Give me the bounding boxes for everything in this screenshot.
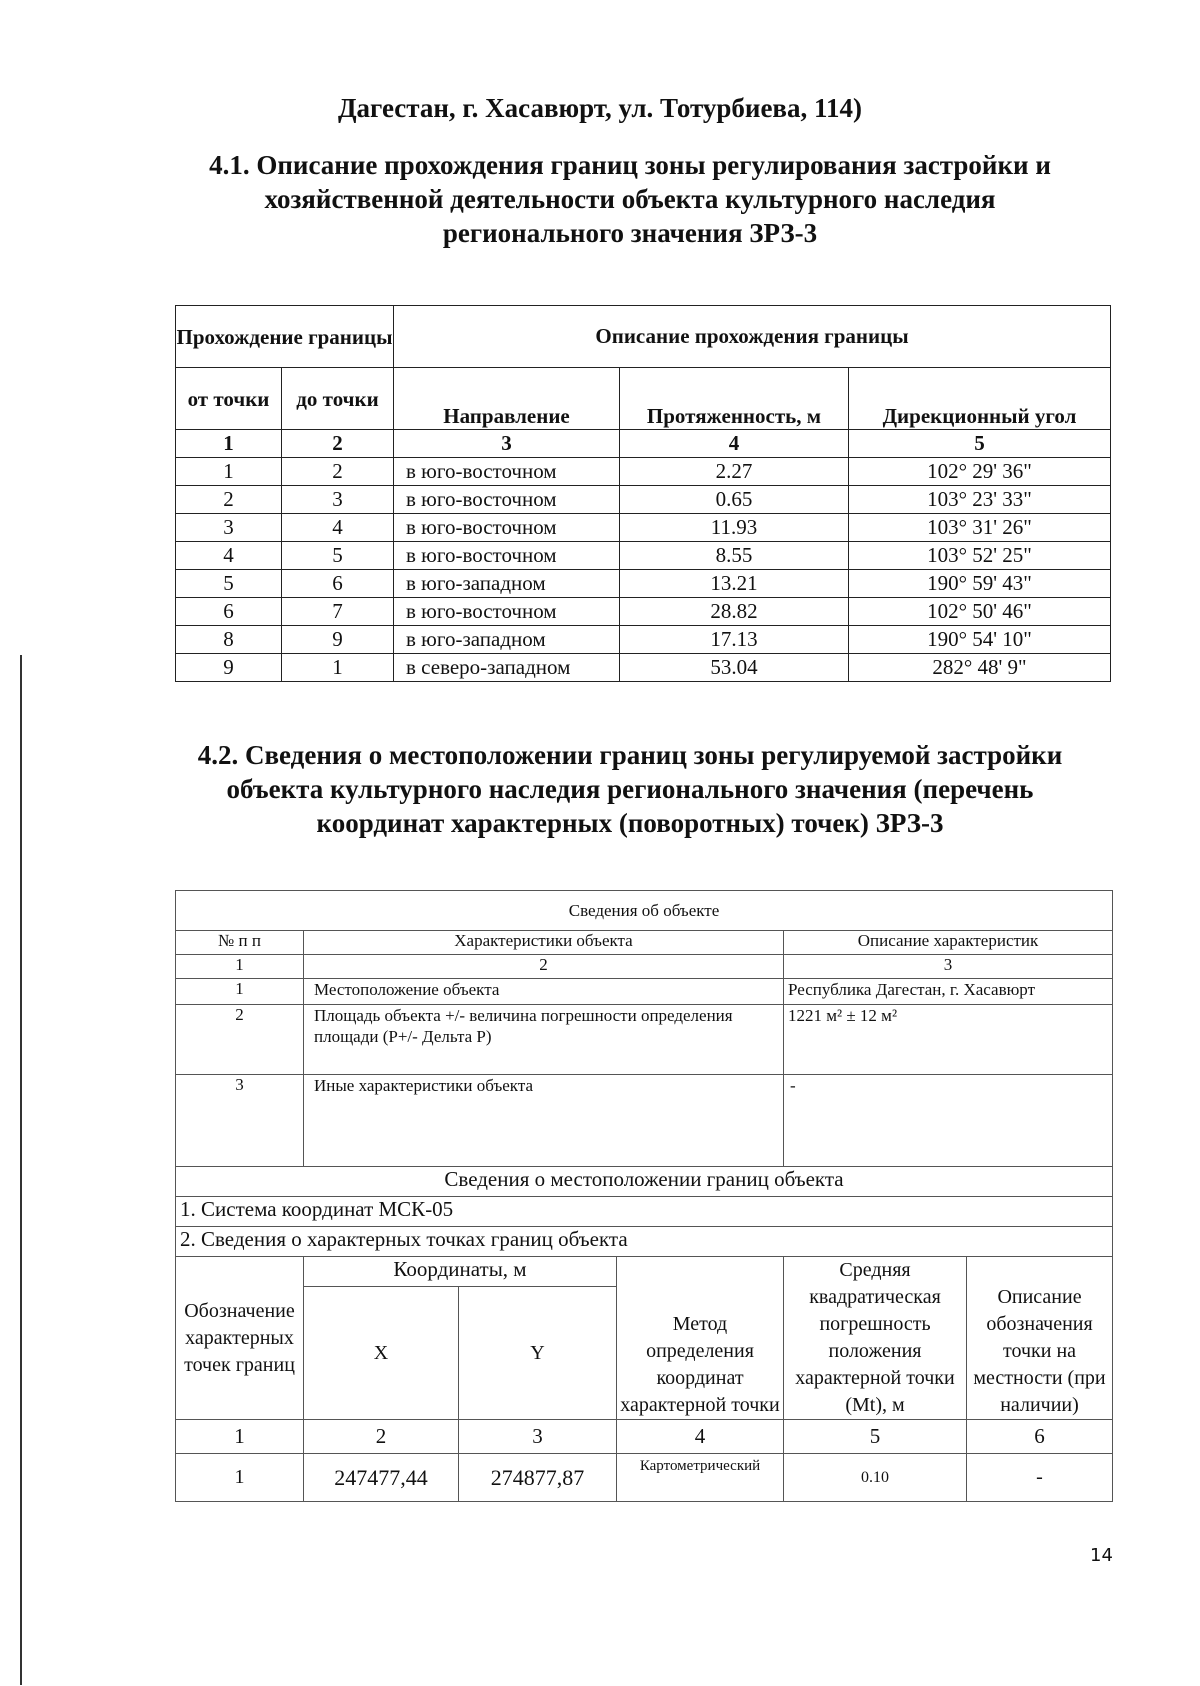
designation-header: Обозначение характерных точек границ bbox=[176, 1257, 304, 1420]
col-header-description: Описание характеристик bbox=[784, 931, 1113, 955]
col-number: 2 bbox=[304, 955, 784, 979]
to-point: 5 bbox=[282, 542, 394, 570]
point-designation: 1 bbox=[176, 1454, 304, 1502]
to-point: 2 bbox=[282, 458, 394, 486]
direction: в северо-западном bbox=[394, 654, 620, 682]
point-description: - bbox=[967, 1454, 1113, 1502]
col-number: 2 bbox=[282, 430, 394, 458]
table-row bbox=[176, 626, 1111, 654]
x-header: X bbox=[304, 1287, 459, 1420]
col-number: 5 bbox=[784, 1420, 967, 1454]
characteristic: Площадь объекта +/- величина погрешности определения площади (P+/- Дельта P) bbox=[304, 1005, 784, 1075]
x-coordinate: 247477,44 bbox=[304, 1454, 459, 1502]
to-point: 1 bbox=[282, 654, 394, 682]
from-point: 9 bbox=[176, 654, 282, 682]
length: 8.55 bbox=[620, 542, 849, 570]
table-row bbox=[176, 486, 1111, 514]
angle: 103° 31' 26" bbox=[849, 514, 1111, 542]
to-point-header: до точки bbox=[282, 368, 394, 430]
section-4-1-title bbox=[150, 148, 1110, 250]
direction: в юго-восточном bbox=[394, 542, 620, 570]
table-row bbox=[176, 542, 1111, 570]
table-row bbox=[176, 654, 1111, 682]
col-number: 1 bbox=[176, 955, 304, 979]
row-number: 2 bbox=[176, 1005, 304, 1075]
direction-header: Направление bbox=[394, 368, 620, 430]
direction: в юго-восточном bbox=[394, 458, 620, 486]
angle: 190° 54' 10" bbox=[849, 626, 1111, 654]
characteristic-value: Республика Дагестан, г. Хасавюрт bbox=[784, 979, 1113, 1005]
boundary-info-title: Сведения о местоположении границ объекта bbox=[176, 1167, 1113, 1197]
col-header-no: № п п bbox=[176, 931, 304, 955]
from-point: 6 bbox=[176, 598, 282, 626]
points-title: 2. Сведения о характерных точках границ объекта bbox=[176, 1227, 1113, 1257]
length: 53.04 bbox=[620, 654, 849, 682]
object-info-title: Сведения об объекте bbox=[176, 891, 1113, 931]
coords-header: Координаты, м bbox=[304, 1257, 617, 1287]
point-description-header: Описание обозначения точки на местности (при наличии) bbox=[967, 1257, 1113, 1420]
length: 13.21 bbox=[620, 570, 849, 598]
address-heading: Дагестан, г. Хасавюрт, ул. Тотурбиева, 114) bbox=[337, 93, 863, 123]
length: 0.65 bbox=[620, 486, 849, 514]
from-point: 3 bbox=[176, 514, 282, 542]
col-number: 6 bbox=[967, 1420, 1113, 1454]
from-point-header: от точки bbox=[176, 368, 282, 430]
col-number: 3 bbox=[459, 1420, 617, 1454]
description-header: Описание прохождения границы bbox=[394, 306, 1111, 368]
col-number: 3 bbox=[784, 955, 1113, 979]
direction: в юго-западном bbox=[394, 626, 620, 654]
y-coordinate: 274877,87 bbox=[459, 1454, 617, 1502]
title-line: 4.1. Описание прохождения границ зоны регулирования застройки и bbox=[209, 150, 1051, 180]
rmse: 0.10 bbox=[784, 1454, 967, 1502]
page-number: 14 bbox=[1090, 1545, 1113, 1566]
section-4-2-title bbox=[150, 738, 1110, 840]
characteristic-value: 1221 м² ± 12 м² bbox=[784, 1005, 1113, 1075]
coordinate-system: 1. Система координат МСК-05 bbox=[176, 1197, 1113, 1227]
to-point: 9 bbox=[282, 626, 394, 654]
method-header: Метод определения координат характерной точки bbox=[617, 1257, 784, 1420]
characteristic: Местоположение объекта bbox=[304, 979, 784, 1005]
col-number: 5 bbox=[849, 430, 1111, 458]
direction: в юго-восточном bbox=[394, 514, 620, 542]
col-number: 4 bbox=[617, 1420, 784, 1454]
from-point: 2 bbox=[176, 486, 282, 514]
to-point: 4 bbox=[282, 514, 394, 542]
characteristic-value: - bbox=[784, 1075, 1113, 1167]
length: 11.93 bbox=[620, 514, 849, 542]
rmse-header: Средняя квадратическая погрешность положения характерной точки (Mt), м bbox=[784, 1257, 967, 1420]
table-row bbox=[176, 458, 1111, 486]
characteristic: Иные характеристики объекта bbox=[304, 1075, 784, 1167]
angle-header: Дирекционный угол bbox=[849, 368, 1111, 430]
from-point: 1 bbox=[176, 458, 282, 486]
boundary-description-table bbox=[175, 305, 1111, 682]
title-line: регионального значения ЗРЗ-3 bbox=[442, 218, 818, 248]
title-line: объекта культурного наследия регионального значения (перечень bbox=[226, 774, 1034, 804]
direction: в юго-западном bbox=[394, 570, 620, 598]
row-number: 3 bbox=[176, 1075, 304, 1167]
from-point: 8 bbox=[176, 626, 282, 654]
row-number: 1 bbox=[176, 979, 304, 1005]
col-number: 4 bbox=[620, 430, 849, 458]
col-header-characteristic: Характеристики объекта bbox=[304, 931, 784, 955]
title-line: координат характерных (поворотных) точек) ЗРЗ-3 bbox=[316, 808, 944, 838]
angle: 102° 29' 36" bbox=[849, 458, 1111, 486]
direction: в юго-восточном bbox=[394, 486, 620, 514]
table-row bbox=[176, 570, 1111, 598]
angle: 103° 52' 25" bbox=[849, 542, 1111, 570]
direction: в юго-восточном bbox=[394, 598, 620, 626]
margin-rule bbox=[20, 655, 22, 1685]
table-row bbox=[176, 1075, 1113, 1167]
table-row bbox=[176, 979, 1113, 1005]
length: 17.13 bbox=[620, 626, 849, 654]
y-header: Y bbox=[459, 1287, 617, 1420]
table-row bbox=[176, 514, 1111, 542]
title-line: хозяйственной деятельности объекта культурного наследия bbox=[264, 184, 996, 214]
to-point: 7 bbox=[282, 598, 394, 626]
length: 28.82 bbox=[620, 598, 849, 626]
length-header: Протяженность, м bbox=[620, 368, 849, 430]
col-number: 2 bbox=[304, 1420, 459, 1454]
angle: 282° 48' 9" bbox=[849, 654, 1111, 682]
from-point: 4 bbox=[176, 542, 282, 570]
col-number: 1 bbox=[176, 430, 282, 458]
from-point: 5 bbox=[176, 570, 282, 598]
col-number: 1 bbox=[176, 1420, 304, 1454]
method: Картометрический bbox=[617, 1454, 784, 1502]
table-row bbox=[176, 1454, 1113, 1502]
to-point: 3 bbox=[282, 486, 394, 514]
angle: 103° 23' 33" bbox=[849, 486, 1111, 514]
col-number: 3 bbox=[394, 430, 620, 458]
title-line: 4.2. Сведения о местоположении границ зоны регулируемой застройки bbox=[197, 740, 1063, 770]
object-coordinates-table bbox=[175, 890, 1113, 1502]
table-row bbox=[176, 598, 1111, 626]
table-row bbox=[176, 1005, 1113, 1075]
angle: 102° 50' 46" bbox=[849, 598, 1111, 626]
length: 2.27 bbox=[620, 458, 849, 486]
to-point: 6 bbox=[282, 570, 394, 598]
angle: 190° 59' 43" bbox=[849, 570, 1111, 598]
group-header: Прохождение границы bbox=[176, 306, 394, 368]
